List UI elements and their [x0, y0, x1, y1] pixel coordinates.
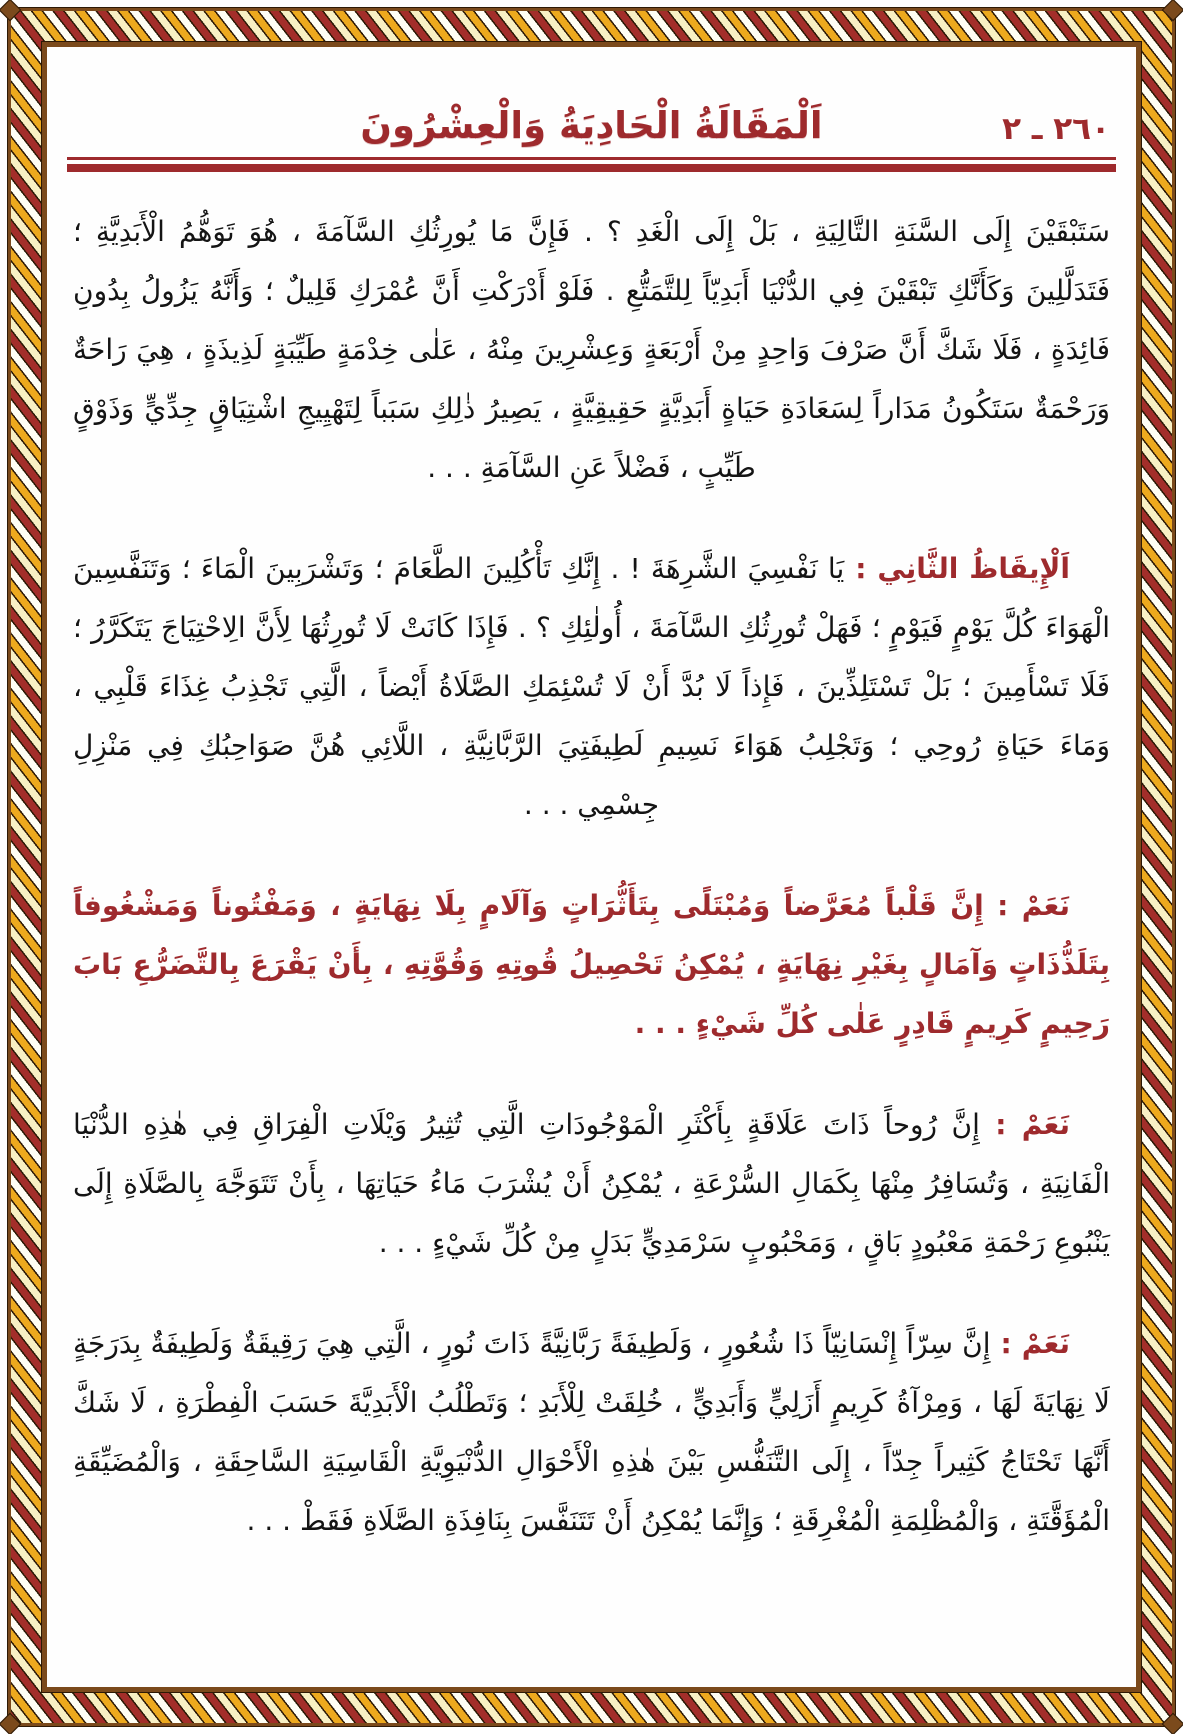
paragraph: [73, 1095, 1110, 1272]
paragraph-text: سَتَبْقَيْنَ إِلَى السَّنَةِ التَّالِيَةِ ، بَلْ إِلَى الْغَدِ ؟ . فَإِنَّ مَا يُورِثُكِ السَّآمَةَ ، هُوَ تَوَهُّمُ الْأَبَدِيَّةِ ؛ فَتَدَلَّلِينَ وَكَأَنَّكِ تَبْقَيْنَ فِي الدُّنْيَا أَبَدِيّاً لِلتَّمَتُّعِ . فَلَوْ أَدْرَكْتِ أَنَّ عُمْرَكِ قَلِيلٌ ؛ وَأَنَّهُ يَزُولُ بِدُونِ فَائِدَةٍ ، فَلَا شَكَّ أَنَّ صَرْفَ وَاحِدٍ مِنْ أَرْبَعَةٍ وَعِشْرِينَ مِنْهُ ، عَلٰى خِدْمَةٍ طَيِّبَةٍ لَذِيذَةٍ ، هِيَ رَاحَةٌ وَرَحْمَةٌ سَتَكُونُ مَدَاراً لِسَعَادَةِ حَيَاةٍ أَبَدِيَّةٍ حَقِيقِيَّةٍ ، يَصِيرُ ذٰلِكِ سَبَباً لِتَهْيِيجِ اشْتِيَاقٍ جِدِّيٍّ وَذَوْقٍ طَيِّبٍ ، فَضْلاً عَنِ السَّآمَةِ . . .: [73, 215, 1110, 484]
page-title: اَلْمَقَالَةُ الْحَادِيَةُ وَالْعِشْرُونَ: [360, 104, 823, 147]
header-divider-rule: [67, 157, 1116, 172]
content-sheet: [42, 42, 1141, 1692]
paragraph-text: إِنَّ رُوحاً ذَاتَ عَلَاقَةٍ بِأَكْثَرِ الْمَوْجُودَاتِ الَّتِي تُثِيرُ وَيْلَاتِ الْفِرَاقِ فِي هٰذِهِ الدُّنْيَا الْفَانِيَةِ ، وَتُسَافِرُ مِنْهَا بِكَمَالِ السُّرْعَةِ ، يُمْكِنُ أَنْ يُشْرَبَ مَاءُ حَيَاتِهَا ، بِأَنْ تَتَوَجَّهَ بِالصَّلَاةِ إِلَى يَنْبُوعِ رَحْمَةِ مَعْبُودٍ بَاقٍ ، وَمَحْبُوبٍ سَرْمَدِيٍّ بَدَلٍ مِنْ كُلِّ شَيْءٍ . . .: [73, 1108, 1110, 1259]
highlight-text: نَعَمْ :: [979, 1108, 1071, 1141]
paragraph-text: يَا نَفْسِيَ الشَّرِهَةَ ! . إِنَّكِ تَأْكُلِينَ الطَّعَامَ ؛ وَتَشْرَبِينَ الْمَاءَ ؛ وَتَنَفَّسِينَ الْهَوَاءَ كُلَّ يَوْمٍ فَيَوْمٍ ؛ فَهَلْ تُورِثُكِ السَّآمَةَ ، أُولٰئِكِ ؟ . فَإِذَا كَانَتْ لَا تُورِثُهَا لِأَنَّ الِاحْتِيَاجَ يَتَكَرَّرُ ؛ فَلَا تَسْأَمِينَ ؛ بَلْ تَسْتَلِذِّينَ ، فَإِذاً لَا بُدَّ أَنْ لَا تُسْئِمَكِ الصَّلَاةُ أَيْضاً ، الَّتِي تَجْذِبُ غِذَاءَ قَلْبِي ، وَمَاءَ حَيَاةِ رُوحِي ؛ وَتَجْلِبُ هَوَاءَ نَسِيمِ لَطِيفَتِيَ الرَّبَّانِيَّةِ ، اللَّائِي هُنَّ صَوَاحِبُكِ فِي مَنْزِلِ جِسْمِي . . .: [73, 552, 1110, 821]
body-text: [67, 172, 1116, 1550]
highlight-text: نَعَمْ :: [990, 1327, 1070, 1360]
page-number: ٢٦٠ ـ ٢: [1002, 111, 1110, 147]
paragraph-text: إِنَّ سِرّاً إِنْسَانِيّاً ذَا شُعُورٍ ، وَلَطِيفَةً رَبَّانِيَّةً ذَاتَ نُورٍ ، الَّتِي هِيَ رَقِيقَةٌ وَلَطِيفَةٌ بِدَرَجَةٍ لَا نِهَايَةَ لَهَا ، وَمِرْآةُ كَرِيمٍ أَزَلِيٍّ وَأَبَدِيٍّ ، خُلِقَتْ لِلْأَبَدِ ؛ وَتَطْلُبُ الْأَبَدِيَّةَ حَسَبَ الْفِطْرَةِ ، لَا شَكَّ أَنَّهَا تَحْتَاجُ كَثِيراً جِدّاً ، إِلَى التَّنَفُّسِ بَيْنَ هٰذِهِ الْأَحْوَالِ الدُّنْيَوِيَّةِ الْقَاسِيَةِ السَّاحِقَةِ ، وَالْمُضَيِّقَةِ الْمُؤَقَّتَةِ ، وَالْمُظْلِمَةِ الْمُغْرِقَةِ ؛ وَإِنَّمَا يُمْكِنُ أَنْ تَتَنَفَّسَ بِنَافِذَةِ الصَّلَاةِ فَقَطْ . . .: [73, 1327, 1110, 1537]
highlight-text: نَعَمْ : إِنَّ قَلْباً مُعَرَّضاً وَمُبْتَلًى بِتَأَثُّرَاتٍ وَآلَامٍ بِلَا نِهَايَةٍ ، وَمَفْتُوناً وَمَشْغُوفاً بِتَلَذُّذَاتٍ وَآمَالٍ بِغَيْرِ نِهَايَةٍ ، يُمْكِنُ تَحْصِيلُ قُوتِهِ وَقُوَّتِهِ ، بِأَنْ يَقْرَعَ بِالتَّضَرُّعِ بَابَ رَحِيمٍ كَرِيمٍ قَادِرٍ عَلٰى كُلِّ شَيْءٍ . . .: [73, 889, 1110, 1040]
paragraph: [73, 202, 1110, 497]
page-header: [67, 69, 1116, 147]
paragraph: [73, 539, 1110, 834]
highlight-text: اَلْإِيقَاظُ الثَّانِي :: [844, 552, 1070, 585]
paragraph: [73, 1314, 1110, 1550]
paragraph: [73, 876, 1110, 1053]
